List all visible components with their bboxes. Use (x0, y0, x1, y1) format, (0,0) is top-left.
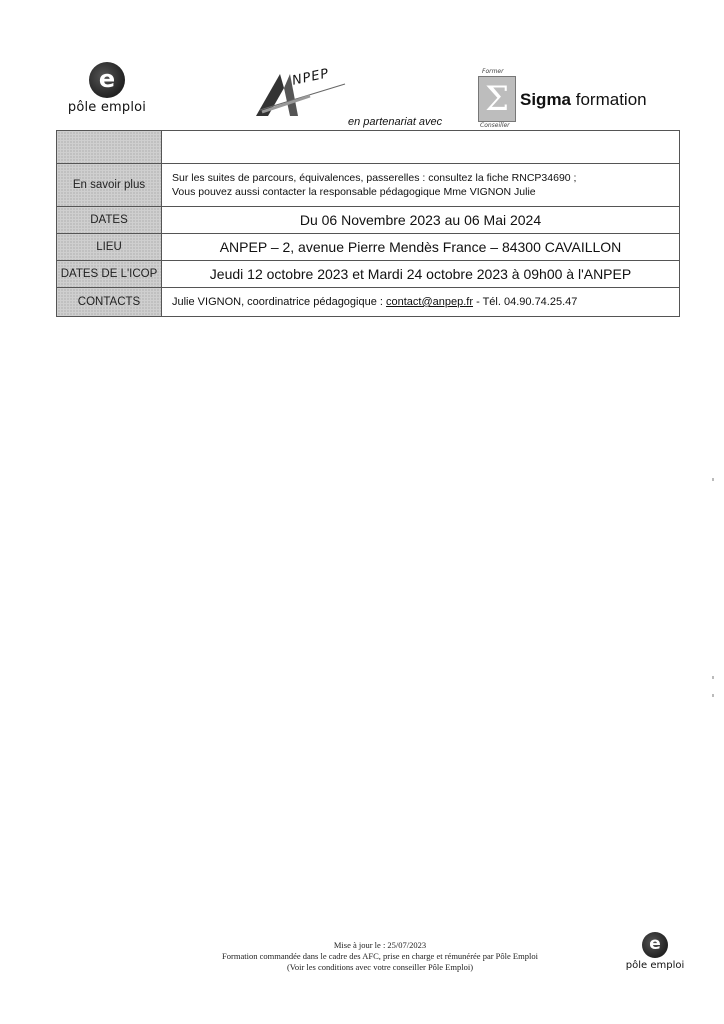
anpep-logo-text: NPEP (290, 66, 331, 89)
pole-emploi-footer-text: pôle emploi (625, 960, 685, 971)
footer-notice (160, 940, 600, 973)
sigma-logo-name-rest: formation (571, 90, 647, 109)
sigma-formation-logo (468, 70, 678, 130)
scan-mark (712, 694, 714, 697)
sigma-logo-bottom-text: Conseiller (480, 122, 510, 129)
sigma-icon: Σ (478, 76, 516, 122)
footer-line-3: (Voir les conditions avec votre conseiller Pôle Emploi) (286, 962, 474, 972)
scan-mark (712, 676, 714, 679)
contact-email-link[interactable]: contact@anpep.fr (386, 296, 474, 308)
pole-emploi-footer-icon: e (642, 932, 668, 958)
row-value-dates: Du 06 Novembre 2023 au 06 Mai 2024 (162, 207, 680, 234)
sigma-logo-name-bold: Sigma (520, 90, 572, 109)
partner-text: en partenariat avec (348, 116, 443, 128)
row-label-en-savoir-plus: En savoir plus (57, 164, 162, 207)
anpep-logo (250, 66, 350, 126)
row-value-en-savoir-plus (162, 164, 680, 207)
table-row-dates (57, 207, 680, 234)
pole-emploi-logo-footer (620, 932, 690, 971)
sigma-logo-top-text: Former (482, 68, 504, 75)
row-value-lieu: ANPEP – 2, avenue Pierre Mendès France – 84300 CAVAILLON (162, 234, 680, 261)
pole-emploi-logo-icon: e (89, 62, 125, 98)
row-label (57, 131, 162, 164)
contact-phone: - Tél. 04.90.74.25.47 (473, 296, 578, 308)
info-table (56, 130, 680, 317)
row-label-lieu: LIEU (57, 234, 162, 261)
footer-update-date: Mise à jour le : 25/07/2023 (333, 940, 427, 950)
row-value (162, 131, 680, 164)
row-label-dates: DATES (57, 207, 162, 234)
pole-emploi-logo-text: pôle emploi (67, 100, 147, 115)
row-label-contacts: CONTACTS (57, 288, 162, 317)
table-row-contacts (57, 288, 680, 317)
row-value-icop: Jeudi 12 octobre 2023 et Mardi 24 octobre 2023 à 09h00 à l'ANPEP (162, 261, 680, 288)
footer-line-2: Formation commandée dans le cadre des AFC, prise en charge et rémunérée par Pôle Emploi (222, 951, 538, 961)
en-savoir-plus-line-2: Vous pouvez aussi contacter la responsable pédagogique Mme VIGNON Julie (172, 186, 536, 198)
table-row-icop (57, 261, 680, 288)
pole-emploi-logo (52, 62, 162, 115)
en-savoir-plus-line-1: Sur les suites de parcours, équivalences, passerelles : consultez la fiche RNCP34690 ; (172, 172, 577, 184)
table-row-empty (57, 131, 680, 164)
sigma-logo-name (520, 90, 647, 110)
row-value-contacts (162, 288, 680, 317)
table-row-lieu (57, 234, 680, 261)
row-label-icop: DATES DE L'ICOP (57, 261, 162, 288)
scan-mark (712, 478, 714, 481)
table-row-en-savoir-plus (57, 164, 680, 207)
contact-prefix: Julie VIGNON, coordinatrice pédagogique : (172, 296, 387, 308)
